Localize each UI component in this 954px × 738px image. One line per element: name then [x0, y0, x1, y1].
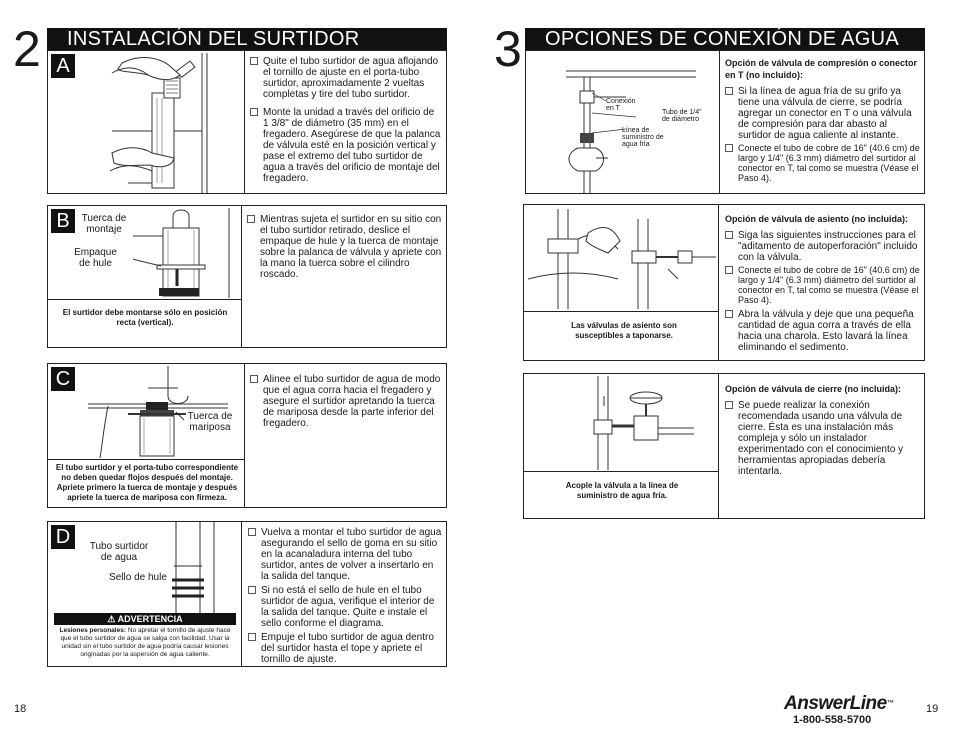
- instruction-item: Conecte el tubo de cobre de 16" (40.6 cm) de largo y 1/4" (6.3 mm) diámetro del surtidor al conector en T, tal como se muestra (Véase el Paso 4).: [725, 265, 921, 305]
- shutoff-heading: Opción de válvula de cierre (no incluida):: [725, 384, 902, 394]
- illustration-tee-connector: [566, 53, 716, 193]
- instruction-item: Alinee el tubo surtidor de agua de modo que el agua corra hacia el fregadero y asegure el surtidor apretando la tuerca de mariposa desde la parte inferior del fregadero.: [250, 374, 442, 429]
- panel-b-caption: El surtidor debe montarse sólo en posición recta (vertical).: [62, 308, 228, 327]
- illustration-hands-mounting: [52, 53, 242, 193]
- step-number-2: 2: [13, 21, 41, 77]
- label-water-tube: Tubo surtidor de agua: [89, 541, 149, 563]
- illustration-shutoff-valve: [574, 376, 694, 470]
- instruction-item: Se puede realizar la conexión recomendada usando una válvula de cierre. Ésta es una instalación más compleja y sólo un instalador experimentado con el conocimiento y herramientas apropiadas debería intentarla.: [725, 400, 921, 477]
- instruction-item: Abra la válvula y deje que una pequeña cantidad de agua corra a través de ella hacia una charola. Esto lavará la línea eliminando el sedimento.: [725, 309, 921, 353]
- label-rubber-seal: Sello de hule: [109, 572, 167, 583]
- label-mounting-nut: Tuerca de montaje: [81, 213, 127, 235]
- panel-a-instructions: [250, 56, 442, 191]
- panel-saddle-valve: [523, 204, 925, 361]
- warning-lead: Lesiones personales:: [59, 627, 127, 634]
- label-rubber-gasket: Empaque de hule: [74, 247, 117, 269]
- saddle-heading: Opción de válvula de asiento (no incluida):: [725, 214, 909, 224]
- section-title-installation: INSTALACIÓN DEL SURTIDOR: [47, 28, 447, 50]
- instruction-item: Vuelva a montar el tubo surtidor de agua asegurando el sello de goma en su sitio en la acanaladura interna del tubo surtidor, antes de volver a insertarlo en la salida del tanque.: [248, 527, 442, 582]
- panel-saddle-instructions: [725, 213, 921, 360]
- panel-a: [47, 50, 447, 194]
- illustration-rubber-seal: [166, 522, 226, 614]
- label-tee-connection: Conexión en T: [606, 98, 636, 112]
- page-number-left: 18: [14, 703, 27, 715]
- support-phone: 1-800-558-5700: [793, 714, 872, 726]
- label-wing-nut: Tuerca de mariposa: [187, 411, 233, 433]
- illustration-mounting-nut: [133, 208, 233, 298]
- illustration-saddle-valve: [528, 209, 716, 309]
- panel-d-instructions: [248, 527, 442, 672]
- step-number-3: 3: [494, 21, 522, 77]
- panel-shutoff-caption: Acople la válvula a la línea de suministro de agua fría.: [565, 481, 679, 500]
- compression-heading: Opción de válvula de compresión o conector en T (no incluido):: [725, 58, 918, 80]
- panel-letter-c: C: [51, 367, 75, 391]
- panel-letter-d: D: [51, 525, 75, 549]
- warning-icon: ⚠: [107, 614, 116, 624]
- label-quarter-inch-tube: Tubo de 1/4" de diámetro: [662, 109, 702, 123]
- warning-banner: [54, 613, 236, 625]
- warning-title: ADVERTENCIA: [117, 614, 183, 624]
- instruction-item: Mientras sujeta el surtidor en su sitio con el tubo surtidor retirado, deslice el empaque de hule y la tuerca de montaje sobre la palanca de válvula y apriete con la mano la tuerca sobre el cilindro roscado.: [247, 214, 442, 280]
- panel-c-instructions: [250, 374, 442, 436]
- panel-shutoff-valve: [523, 373, 925, 519]
- brand-trademark: ™: [886, 700, 894, 707]
- answerline-logo: [784, 694, 893, 714]
- instruction-item: Empuje el tubo surtidor de agua dentro del surtidor hasta el tope y apriete el tornillo de ajuste.: [248, 632, 442, 665]
- panel-c: [47, 363, 447, 508]
- label-cold-water-line: Línea de suministro de agua fría: [622, 127, 664, 148]
- warning-body: No apretar el tornillo de ajuste hace que el tubo surtidor de agua se salga con facilidad. Usar la unidad sin el tubo surtidor de agua podría causar lesiones originadas por la aspersión de agua caliente.: [60, 627, 231, 658]
- panel-compression: [525, 50, 925, 194]
- panel-b-instructions: [247, 214, 442, 287]
- panel-d: [47, 521, 447, 667]
- panel-c-caption: El tubo surtidor y el porta-tubo correspondiente no deben quedar flojos después del montaje. Apriete primero la tuerca de montaje y después apriete la tuerca de mariposa con firmeza.: [55, 463, 239, 502]
- instruction-item: Si la línea de agua fría de su grifo ya tiene una válvula de cierre, se podría agregar un conector en T o una válvula de compresión para dar abasto al surtidor de agua caliente al instante.: [725, 86, 921, 141]
- panel-b: [47, 205, 447, 348]
- instruction-item: Siga las siguientes instrucciones para el "aditamento de autoperforación" incluido con la válvula.: [725, 230, 921, 263]
- instruction-item: Monte la unidad a través del orificio de 1 3/8" de diámetro (35 mm) en el fregadero. Asegúrese de que la palanca de válvula esté en la posición vertical y pase el extremo del tubo surtidor de agua a través del orificio de montaje del fregadero.: [250, 107, 442, 184]
- panel-compression-instructions: [725, 57, 921, 190]
- panel-shutoff-instructions: [725, 383, 921, 484]
- brand-name: AnswerLine: [784, 693, 887, 714]
- warning-text: [54, 627, 236, 659]
- instruction-item: Quite el tubo surtidor de agua aflojando el tornillo de ajuste en el porta-tubo surtidor, aproximadamente 2 vueltas completas y tire del tubo surtidor.: [250, 56, 442, 100]
- page-number-right: 19: [926, 703, 939, 715]
- instruction-item: Si no está el sello de hule en el tubo surtidor de agua, verifique el interior de la salida del tanque. Quite e instale el sello conforme el diagrama.: [248, 585, 442, 629]
- section-title-water-connection: OPCIONES DE CONEXIÓN DE AGUA: [525, 28, 925, 50]
- panel-saddle-caption: Las válvulas de asiento son susceptibles a taponarse.: [571, 321, 677, 340]
- panel-letter-b: B: [51, 209, 75, 233]
- instruction-item: Conecte el tubo de cobre de 16" (40.6 cm) de largo y 1/4" (6.3 mm) diámetro del surtidor al conector en T, tal como se muestra (Véase el Paso 4).: [725, 143, 921, 183]
- panel-letter-a: A: [51, 54, 75, 78]
